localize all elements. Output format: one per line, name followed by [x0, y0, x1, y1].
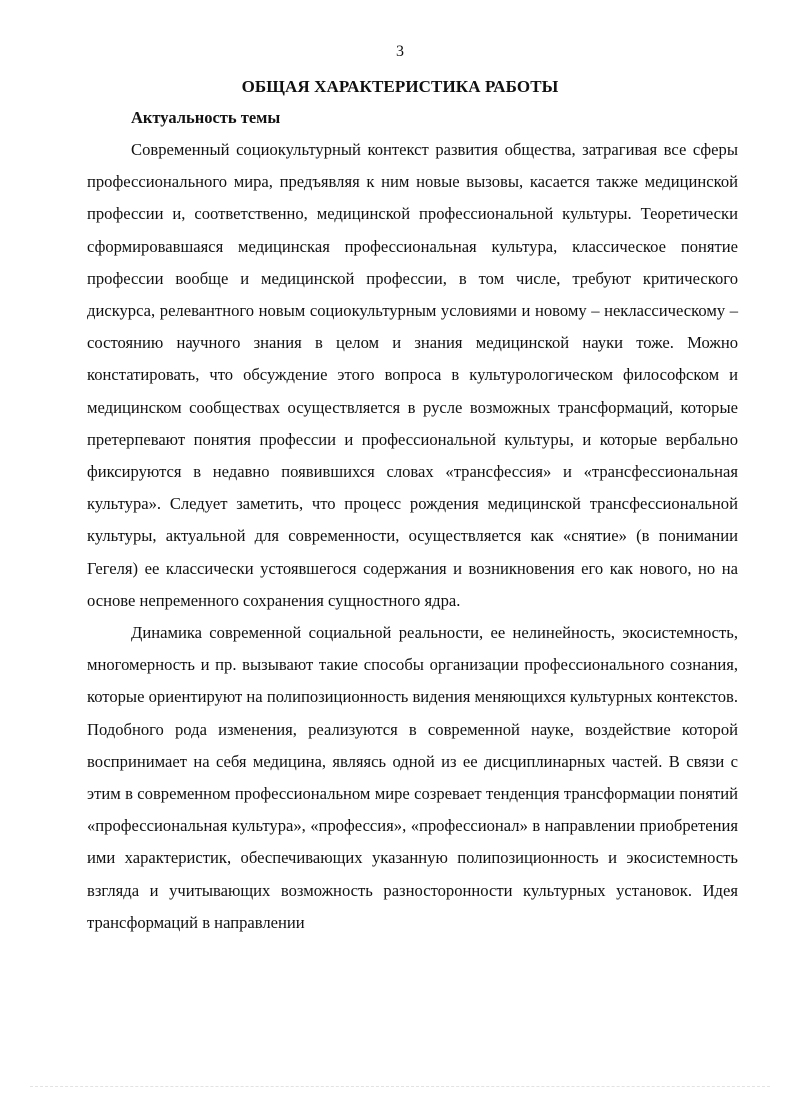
page-number: 3 [396, 43, 404, 60]
page-bottom-rule [30, 1086, 770, 1087]
body-text [87, 134, 738, 939]
page-title: ОБЩАЯ ХАРАКТЕРИСТИКА РАБОТЫ [241, 77, 559, 96]
paragraph: Динамика современной социальной реальности, ее нелинейность, экосистемность, многомерность и пр. вызывают такие способы организации профессионального сознания, которые ориентируют на полипозиционность видения меняющихся культурных контекстов. Подобного рода изменения, реализуются в современной науке, воздействие которой воспринимает на себя медицина, являясь одной из ее дисциплинарных частей. В связи с этим в современном профессиональном мире созревает тенденция трансформации понятий «профессиональная культура», «профессия», «профессионал» в направлении приобретения ими характеристик, обеспечивающих указанную полипозиционность и экосистемность взгляда и учитывающих возможность разносторонности культурных установок. Идея трансформаций в направлении [87, 623, 738, 932]
paragraph: Современный социокультурный контекст развития общества, затрагивая все сферы профессионального мира, предъявляя к ним новые вызовы, касается также медицинской профессии и, соответственно, медицинской профессиональной культуры. Теоретически сформировавшаяся медицинская профессиональная культура, классическое понятие профессии вообще и медицинской профессии, в том числе, требуют критического дискурса, релевантного новым социокультурным условиями и новому – неклассическому – состоянию научного знания в целом и знания медицинской науки тоже. Можно констатировать, что обсуждение этого вопроса в культурологическом философском и медицинском сообществах осуществляется в русле возможных трансформаций, которые претерпевают понятия профессии и профессиональной культуры, и которые вербально фиксируются в недавно появившихся словах «трансфессия» и «трансфессиональная культура». Следует заметить, что процесс рождения медицинской трансфессиональной культуры, актуальной для современности, осуществляется как «снятие» (в понимании Гегеля) ее классически устоявшегося содержания и возникновения его как нового, но на основе непременного сохранения сущностного ядра. [87, 140, 738, 610]
section-heading: Актуальность темы [131, 108, 281, 127]
